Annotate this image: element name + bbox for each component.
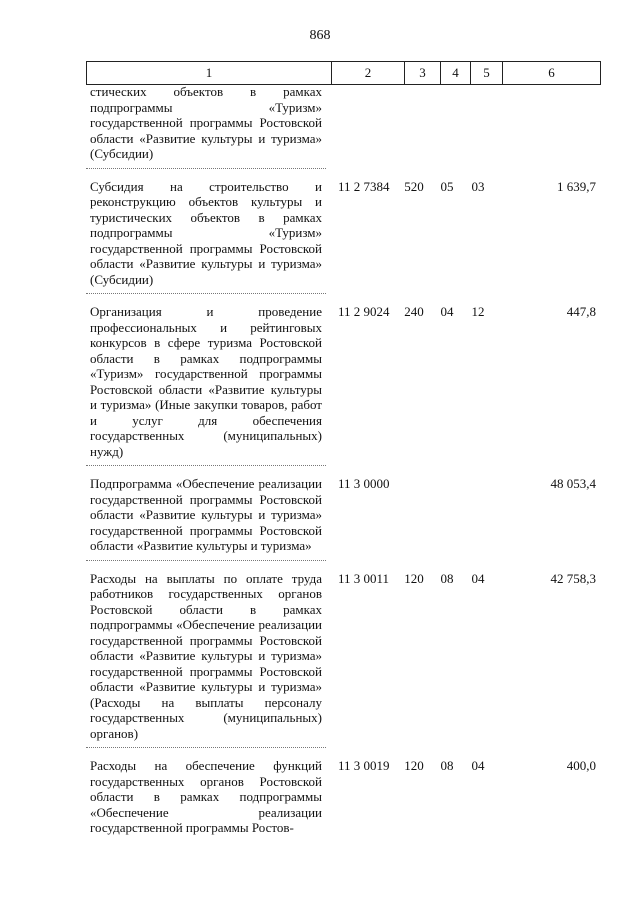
row-pr: 04	[471, 758, 485, 773]
column-header-6: 6	[503, 62, 601, 85]
row-vr	[396, 472, 432, 554]
row-code	[326, 84, 396, 162]
row-divider	[86, 560, 326, 561]
row-rz: 04	[440, 304, 454, 319]
row-description: Подпрограмма «Обеспечение реализации государственной программы Ростовской области «Развитие культуры и туризма» государственной программы Ростовской области «Развитие культуры и туризма»	[90, 476, 322, 553]
row-rz	[432, 472, 462, 554]
row-pr	[462, 84, 494, 162]
row-description: стических объектов в рамках подпрограммы «Туризм» государственной программы Ростовской области «Развитие культуры и туризма» (Субсидии)	[90, 84, 322, 161]
row-divider	[86, 747, 326, 748]
row-description: Организация и проведение профессиональных и рейтинговых конкурсов в сфере туризма Ростовской области в рамках подпрограммы «Туризм» государственной программы Ростовской области «Развитие культуры и туризма» (Иные закупки товаров, работ и услуг для обеспечения государственных (муниципальных) нужд)	[90, 304, 322, 459]
row-divider	[86, 465, 326, 466]
row-description: Расходы на обеспечение функций государственных органов Ростовской области в рамках подпрограммы «Обеспечение реализации государственной программы Ростов-	[90, 758, 322, 835]
row-rz: 08	[440, 570, 454, 586]
row-divider	[86, 168, 326, 169]
row-code: 11 3 0019	[338, 758, 390, 773]
row-divider	[86, 293, 326, 294]
row-vr: 120	[404, 570, 424, 586]
table-row	[86, 84, 600, 162]
row-vr	[396, 84, 432, 162]
row-sum	[494, 84, 600, 162]
row-description: Субсидия на строительство и реконструкцию объектов культуры и туристических объектов в рамках подпрограммы «Туризм» государственной программы Ростовской области «Развитие культуры и туризма» (Субсидии)	[90, 178, 322, 287]
row-sum: 447,8	[566, 304, 596, 319]
row-vr: 240	[404, 304, 424, 319]
column-header-table	[86, 61, 601, 85]
column-header-2: 2	[332, 62, 405, 85]
column-header-1: 1	[87, 62, 332, 85]
column-header-4: 4	[441, 62, 471, 85]
row-rz: 08	[440, 758, 454, 773]
table-row	[86, 567, 600, 742]
column-header-row	[87, 62, 601, 85]
budget-rows	[86, 84, 600, 836]
row-rz: 05	[440, 178, 454, 194]
table-row	[86, 472, 600, 554]
row-description: Расходы на выплаты по оплате труда работников государственных органов Ростовской области в рамках подпрограммы «Обеспечение реализации государственной программы Ростовской области «Развитие культуры и туризма» государственной программы Ростовской области «Развитие культуры и туризма» (Расходы на выплаты персоналу государственных (муниципальных) органов)	[90, 570, 322, 741]
row-sum: 42 758,3	[550, 570, 596, 586]
table-row	[86, 754, 600, 836]
row-sum: 48 053,4	[550, 476, 596, 491]
row-pr	[462, 472, 494, 554]
row-sum: 1 639,7	[557, 178, 596, 194]
row-vr: 120	[404, 758, 424, 773]
row-pr: 04	[471, 570, 485, 586]
row-pr: 12	[471, 304, 485, 319]
row-code: 11 2 9024	[338, 304, 390, 319]
row-pr: 03	[471, 178, 485, 194]
page-number: 868	[309, 28, 331, 43]
row-rz	[432, 84, 462, 162]
table-row	[86, 300, 600, 459]
row-code: 11 3 0000	[338, 476, 390, 491]
column-header-5: 5	[471, 62, 503, 85]
table-row	[86, 175, 600, 288]
column-header-3: 3	[405, 62, 441, 85]
row-sum: 400,0	[566, 758, 596, 773]
row-code: 11 3 0011	[338, 570, 390, 586]
row-code: 11 2 7384	[338, 178, 390, 194]
row-vr: 520	[404, 178, 424, 194]
